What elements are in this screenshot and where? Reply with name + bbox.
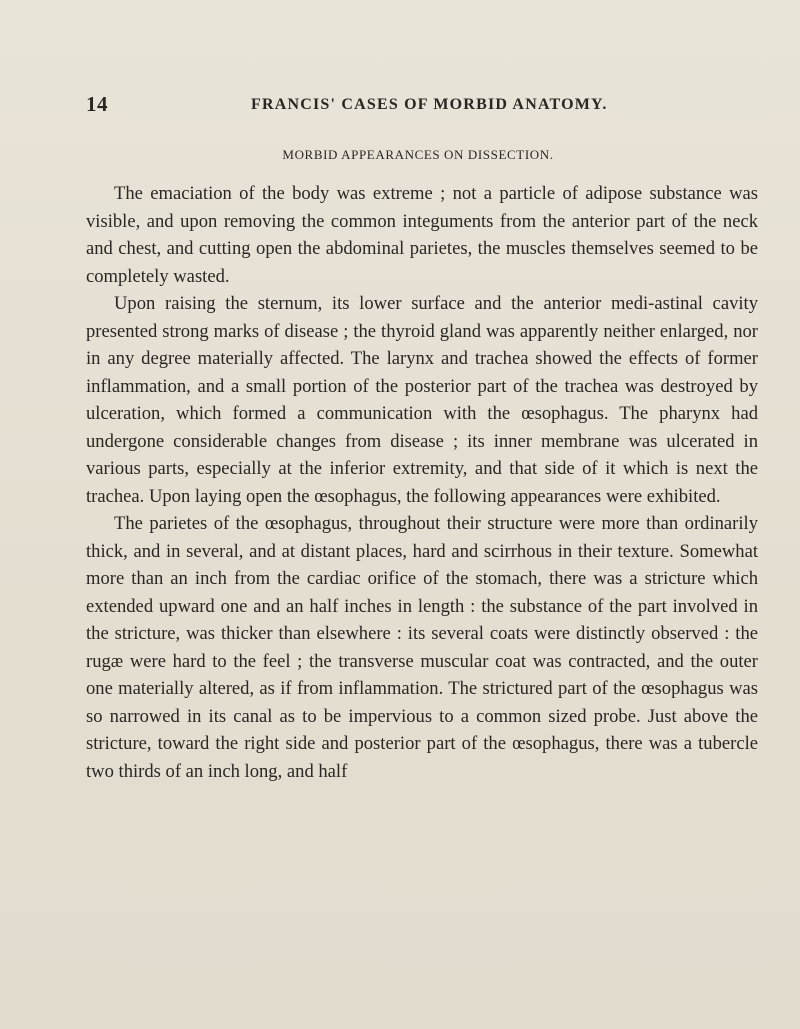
- paragraph-emaciation: The emaciation of the body was extreme ; not a particle of adipose substance was visible, and upon removing the common integuments from the anterior part of the neck and chest, and cutting open the abdominal parietes, the muscles themselves seemed to be completely wasted.: [86, 183, 758, 287]
- paragraph-sternum: Upon raising the sternum, its lower surface and the anterior medi-astinal cavity presented strong marks of disease ; the thyroid gland was apparently neither enlarged, nor in any degree materially affected. The larynx and trachea showed the effects of former inflammation, and a small portion of the posterior part of the trachea was destroyed by ulceration, which formed a communication with the œsophagus. The pharynx had undergone considerable changes from disease ; its inner membrane was ulcerated in various parts, especially at the inferior extremity, and that side of it which is next the trachea. Upon laying open the œsophagus, the following appearances were exhibited.: [86, 293, 758, 507]
- paragraph-oesophagus: The parietes of the œsophagus, throughout their structure were more than ordinarily thick, and in several, and at distant places, hard and scirrhous in their texture. Somewhat more than an inch from the cardiac orifice of the stomach, there was a stricture which extended upward one and an half inches in length : the substance of the part involved in the stricture, was thicker than elsewhere : its several coats were distinctly observed : the rugæ were hard to the feel ; the transverse muscular coat was contracted, and the outer one materially altered, as if from inflammation. The strictured part of the œsophagus was so narrowed in its canal as to be impervious to a common sized probe. Just above the stricture, toward the right side and posterior part of the œsophagus, there was a tubercle two thirds of an inch long, and half: [86, 513, 758, 782]
- running-title: FRANCIS' CASES OF MORBID ANATOMY.: [251, 96, 608, 113]
- section-heading: MORBID APPEARANCES ON DISSECTION.: [282, 147, 554, 162]
- running-head: [86, 92, 756, 118]
- page-number: 14: [86, 92, 108, 116]
- body-text: [86, 180, 758, 785]
